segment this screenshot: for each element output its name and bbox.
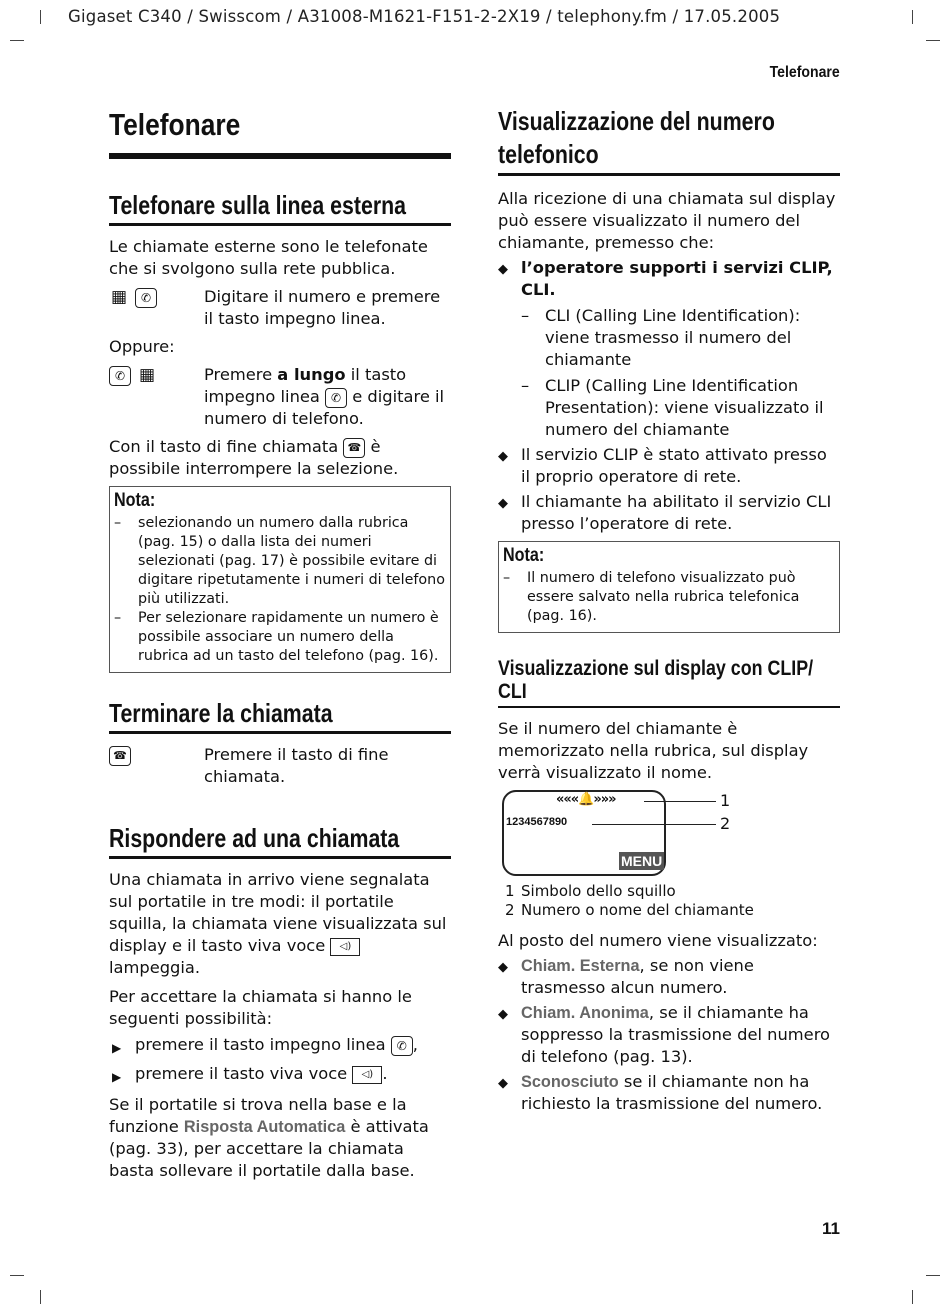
note-title: Nota: <box>503 545 545 566</box>
crop-mark <box>40 10 41 24</box>
crop-mark <box>40 1290 41 1304</box>
list-item: ▶ premere il tasto viva voce ◁) . <box>112 1064 388 1084</box>
section-heading-external-call: Telefonare sulla linea esterna <box>109 189 451 226</box>
list-item: ▶ premere il tasto impegno linea ✆ , <box>112 1035 418 1055</box>
crop-mark <box>926 40 940 41</box>
callout-line <box>644 801 716 802</box>
list-item: ◆ Chiam. Anonima, se il chiamante ha soppresso la trasmissione del numero di telefono (pag. 13). <box>498 1003 830 1066</box>
note-title: Nota: <box>114 490 156 511</box>
talk-key-icon: ✆ <box>391 1036 413 1056</box>
crop-mark <box>912 1290 913 1304</box>
auto-answer-text: Se il portatile si trova nella base e la funzione Risposta Automatica è attivata (pag. 33), per accettare la chiamata basta sollevare il portatile dalla base. <box>109 1095 429 1180</box>
display-number: 1234567890 <box>506 816 568 828</box>
note-box <box>109 486 451 673</box>
answer-options-intro: Per accettare la chiamata si hanno le seguenti possibilità: <box>109 987 412 1028</box>
list-item: ◆ l’operatore supporti i servizi CLIP, CLI. <box>498 258 833 299</box>
speaker-key-icon: ◁) <box>352 1066 382 1084</box>
talk-key-icon: ✆ <box>325 388 347 408</box>
crop-mark <box>926 1275 940 1276</box>
callout-label: 1 <box>720 791 731 810</box>
crop-mark <box>10 40 24 41</box>
menu-softkey: MENU <box>621 853 663 869</box>
list-item: ◆ Chiam. Esterna, se non viene trasmesso alcun numero. <box>498 956 754 997</box>
answer-intro: Una chiamata in arrivo viene segnalata sul portatile in tre modi: il portatile squilla, la chiamata viene visualizzata sul display e il tasto viva voce ◁) lampeggia. <box>109 870 447 977</box>
step-end-call: ☎ Premere il tasto di fine chiamata. <box>109 744 451 788</box>
list-item: – CLI (Calling Line Identification): viene trasmesso il numero del chiamante <box>521 306 801 369</box>
callout-line <box>592 824 716 825</box>
section-heading-answer-call: Rispondere ad una chiamata <box>109 822 451 859</box>
display-illustration <box>498 790 840 882</box>
talk-key-icon: ✆ <box>135 288 157 308</box>
keypad-icon: ▦ <box>110 287 128 307</box>
oppure-label: Oppure: <box>109 337 175 356</box>
subsection-heading-display: Visualizzazione sul display con CLIP/ CLI <box>498 657 840 708</box>
note-box <box>498 541 840 633</box>
list-item: – Per selezionare rapidamente un numero è possibile associare un numero della rubrica ad un tasto del telefono (pag. 16). <box>114 610 439 664</box>
callout-label: 2 <box>720 814 731 833</box>
legend-item: 1 Simbolo dello squillo <box>505 882 676 900</box>
page-number: 11 <box>822 1219 840 1238</box>
intro-text: Le chiamate esterne sono le telefonate che si svolgono sulla rete pubblica. <box>109 237 428 278</box>
display-intro: Se il numero del chiamante è memorizzato nella rubrica, sul display verrà visualizzato il nome. <box>498 719 809 782</box>
right-column <box>498 105 840 1115</box>
section-heading-caller-id: Visualizzazione del numero telefonico <box>498 105 840 176</box>
step-dial-then-talk: ▦ ✆ Digitare il numero e premere il tasto impegno linea. <box>110 287 441 328</box>
end-call-key-icon: ☎ <box>343 438 365 458</box>
crop-mark <box>10 1275 24 1276</box>
end-call-key-icon: ☎ <box>109 746 131 766</box>
list-item: – CLIP (Calling Line Identification Presentation): viene visualizzato il numero del chiamante <box>521 376 824 439</box>
ringer-icon: «««🔔»»» <box>556 792 616 807</box>
list-item: ◆ Sconosciuto se il chiamante non ha richiesto la trasmissione del numero. <box>498 1072 823 1113</box>
document-header: Gigaset C340 / Swisscom / A31008-M1621-F151-2-2X19 / telephony.fm / 17.05.2005 <box>68 7 781 26</box>
speaker-key-icon: ◁) <box>330 938 360 956</box>
list-item: ◆ Il chiamante ha abilitato il servizio CLI presso l’operatore di rete. <box>498 492 832 533</box>
list-item: ◆ Il servizio CLIP è stato attivato presso il proprio operatore di rete. <box>498 445 827 486</box>
list-item: – selezionando un numero dalla rubrica (pag. 15) o dalla lista dei numeri selezionati (pag. 17) è possibile evitare di digitare ripetutamente i numeri di telefono più utilizzati. <box>114 515 445 607</box>
running-head: Telefonare <box>769 64 840 81</box>
page-title: Telefonare <box>109 105 451 159</box>
legend-item: 2 Numero o nome del chiamante <box>505 901 754 919</box>
section-heading-end-call: Terminare la chiamata <box>109 697 451 734</box>
instead-text: Al posto del numero viene visualizzato: <box>498 931 818 950</box>
crop-mark <box>912 10 913 24</box>
caller-id-intro: Alla ricezione di una chiamata sul display può essere visualizzato il numero del chiamante, premesso che: <box>498 189 836 252</box>
list-item: – Il numero di telefono visualizzato può essere salvato nella rubrica telefonica (pag. 16). <box>503 570 800 624</box>
step-talk-then-dial: ✆ ▦ Premere a lungo il tasto impegno linea ✆ e digitare il numero di telefono. <box>109 364 451 430</box>
talk-key-icon: ✆ <box>109 366 131 386</box>
end-call-text: Con il tasto di fine chiamata ☎ è possibile interrompere la selezione. <box>109 437 399 478</box>
left-column <box>109 105 451 1182</box>
keypad-icon: ▦ <box>138 365 156 385</box>
